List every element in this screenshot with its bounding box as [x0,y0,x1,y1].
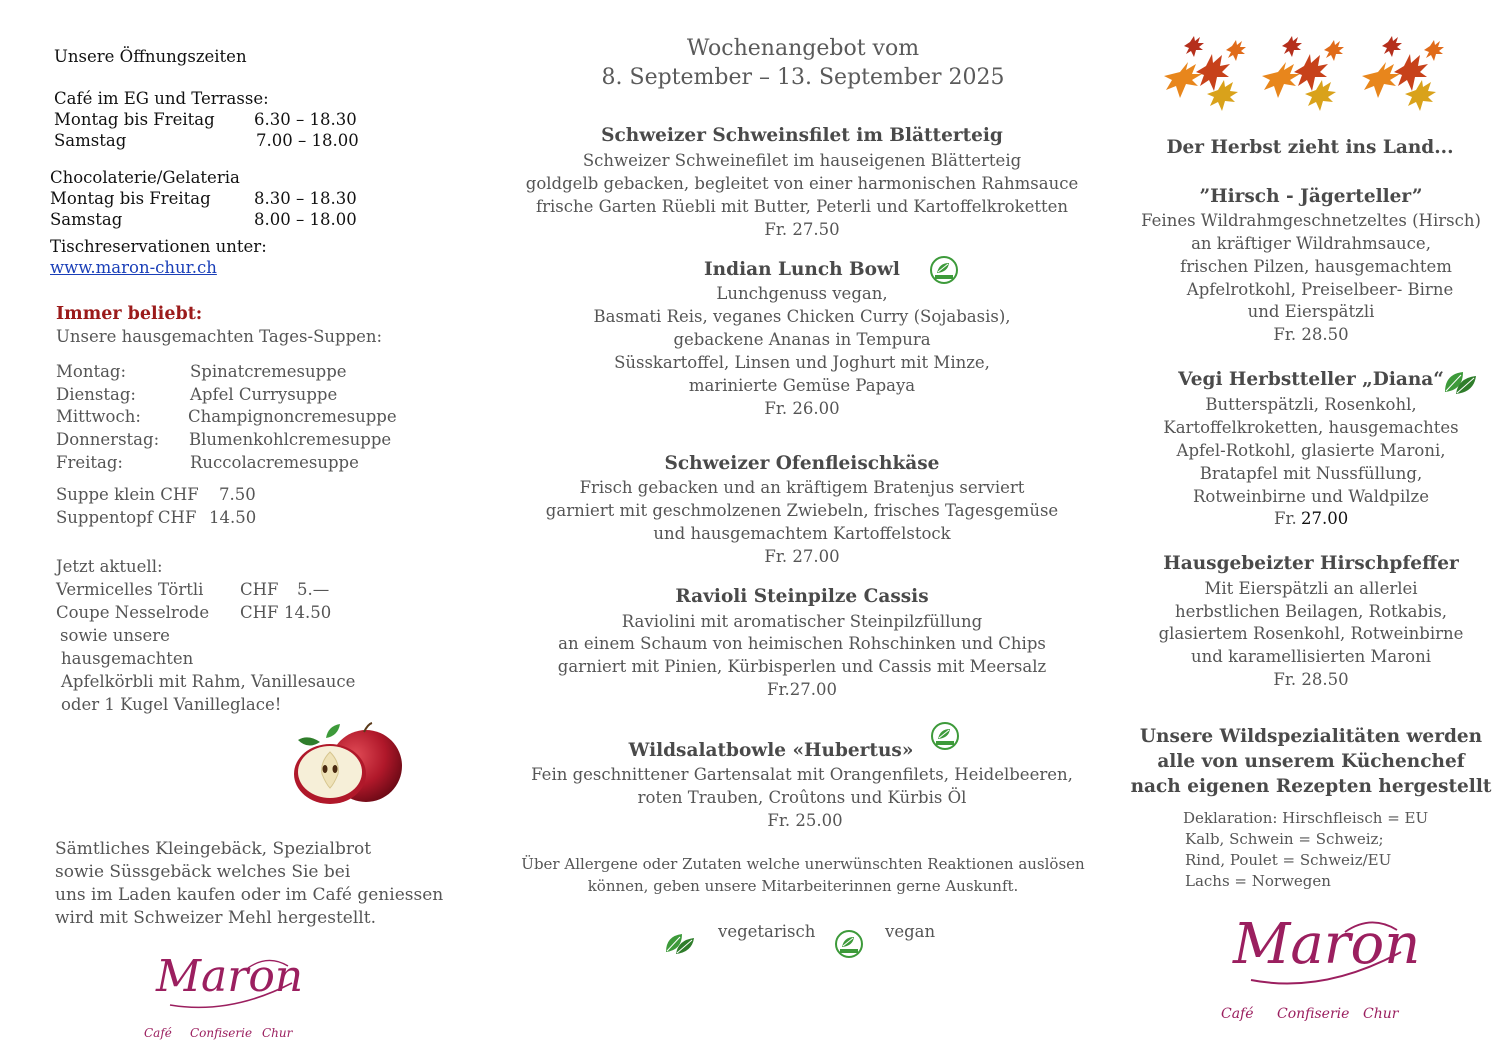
soup-name: Ruccolacremesuppe [190,453,359,472]
current-item-price: 5.— [297,580,330,599]
dish-line: und karamellisierten Maroni [1191,647,1431,666]
dish-name: Wildsalatbowle «Hubertus» [628,740,914,761]
dish-name: ”Hirsch - Jägerteller” [1199,186,1423,207]
dish-name: Indian Lunch Bowl [704,259,900,280]
declaration-line: Lachs = Norwegen [1185,872,1331,890]
dish-name: Schweizer Schweinsfilet im Blätterteig [601,125,1003,146]
declaration-line: Deklaration: Hirschfleisch = EU [1183,809,1429,827]
soup-price: 7.50 [219,485,256,504]
logo-sub: Confiserie [1277,1006,1350,1022]
declaration-line: Kalb, Schwein = Schweiz; [1185,830,1384,848]
wild-note-line: alle von unserem Küchenchef [1157,751,1465,772]
dish-line: gebackene Ananas in Tempura [673,330,931,349]
current-extra-line: oder 1 Kugel Vanilleglace! [61,695,282,714]
dish-line: frischen Pilzen, hausgemachtem [1180,257,1452,276]
maron-logo [1215,910,1421,1030]
dish-line: Fein geschnittener Gartensalat mit Orangenfilets, Heidelbeeren, [531,765,1073,784]
dish-line: herbstlichen Beilagen, Rotkabis, [1174,602,1448,621]
dish-line: Süsskartoffel, Linsen und Joghurt mit Minze, [614,353,990,372]
autumn-title: Der Herbst zieht ins Land... [1166,137,1454,158]
wild-note-line: Unsere Wildspezialitäten werden [1139,726,1483,747]
dish-price: Fr. 25.00 [767,811,843,830]
logo-name: Maron [156,951,304,1002]
logo-sub: Chur [1363,1006,1399,1022]
dish-name: Schweizer Ofenfleischkäse [664,453,940,474]
dish-line: Feines Wildrahmgeschnetzeltes (Hirsch) [1141,211,1481,230]
reservation-label: Tischreservationen unter: [50,237,267,256]
allergen-note-line: Über Allergene oder Zutaten welche unerwünschten Reaktionen auslösen [521,855,1085,873]
legend-vegan: vegan [885,922,936,941]
soup-price: 14.50 [209,508,257,527]
dish-price-prefix: Fr. [1274,509,1297,528]
dish-line: Schweizer Schweinefilet im hauseigenen Blätterteig [582,151,1022,170]
bakery-note-line: uns im Laden kaufen oder im Café geniessen [55,885,444,905]
current-extra-line: sowie unsere [60,626,170,645]
dish-line: Basmati Reis, veganes Chicken Curry (Sojabasis), [593,307,1011,326]
dish-line: Raviolini mit aromatischer Steinpilzfüllung [621,612,983,631]
soup-day: Donnerstag: [56,430,160,449]
dish-line: Kartoffelkroketten, hausgemachtes [1163,418,1459,437]
bakery-note-line: wird mit Schweizer Mehl hergestellt. [55,908,376,928]
website-link[interactable]: www.maron-chur.ch [50,258,217,277]
dish-price: Fr. 28.50 [1273,670,1349,689]
legend-vegetarian: vegetarisch [718,922,816,941]
soup-name: Apfel Currysuppe [190,385,338,404]
dish-line: Frisch gebacken und an kräftigem Bratenjus serviert [579,478,1025,497]
soup-name: Champignoncremesuppe [188,407,397,426]
logo-sub: Confiserie [190,1026,253,1040]
dish-line: goldgelb gebacken, begleitet von einer harmonischen Rahmsauce [525,174,1079,193]
dish-line: glasiertem Rosenkohl, Rotweinbirne [1158,624,1464,643]
choc-day: Montag bis Freitag [50,189,211,208]
vegetarian-leaf-icon [664,930,696,956]
bakery-note-line: Sämtliches Kleingebäck, Spezialbrot [55,839,372,859]
dish-line: frische Garten Rüebli mit Butter, Peterli und Kartoffelkroketten [536,197,1068,216]
dish-price: Fr. 26.00 [764,399,840,418]
vegan-badge-icon [929,255,959,285]
dish-name: Ravioli Steinpilze Cassis [675,586,929,607]
maron-logo [140,950,310,1045]
dish-price: Fr. 27.50 [764,220,840,239]
cafe-day: Montag bis Freitag [54,110,215,129]
dish-price: 27.00 [1301,509,1349,528]
current-item-name: Coupe Nesselrode [56,603,210,622]
vegan-badge-icon [834,929,864,959]
weekly-title: Wochenangebot vom [686,36,920,61]
dish-price: Fr. 27.00 [764,547,840,566]
current-extra-line: hausgemachten [61,649,194,668]
dish-price: Fr. 28.50 [1273,325,1349,344]
choc-time: 8.00 – 18.00 [254,210,357,229]
vegetarian-leaf-icon [1443,368,1477,396]
dish-line: an einem Schaum von heimischen Rohschinken und Chips [558,634,1046,653]
wild-note-line: nach eigenen Rezepten hergestellt [1130,776,1492,797]
current-item-currency: CHF [240,580,279,599]
soup-price-label: Suppentopf CHF [56,508,197,527]
current-item-name: Vermicelles Törtli [56,580,204,599]
allergen-note-line: können, geben unsere Mitarbeiterinnen gerne Auskunft. [587,877,1019,895]
dish-name: Vegi Herbstteller „Diana“ [1178,369,1444,390]
soup-name: Spinatcremesuppe [190,362,347,381]
dish-line: und Eierspätzli [1247,302,1375,321]
dish-line: Apfel-Rotkohl, glasierte Maroni, [1176,441,1446,460]
logo-sub: Café [144,1026,172,1040]
cafe-time: 6.30 – 18.30 [254,110,357,129]
chocolaterie-title: Chocolaterie/Gelateria [50,168,240,187]
current-title: Jetzt aktuell: [56,557,163,576]
choc-time: 8.30 – 18.30 [254,189,357,208]
popular-title: Immer beliebt: [56,304,203,324]
soup-day: Dienstag: [56,385,136,404]
dish-line: an kräftiger Wildrahmsauce, [1191,234,1431,253]
dish-line: Lunchgenuss vegan, [716,284,888,303]
logo-sub: Chur [262,1026,293,1040]
dish-line: Rotweinbirne und Waldpilze [1193,487,1429,506]
cafe-day: Samstag [54,131,127,150]
dish-line: marinierte Gemüse Papaya [688,376,916,395]
logo-sub: Café [1221,1006,1254,1022]
soup-day: Montag: [56,362,127,381]
choc-day: Samstag [50,210,123,229]
dish-name: Hausgebeizter Hirschpfeffer [1163,553,1459,574]
current-item-price: 14.50 [284,603,332,622]
soups-title: Unsere hausgemachten Tages-Suppen: [56,327,383,346]
cafe-time: 7.00 – 18.00 [256,131,359,150]
soup-name: Blumenkohlcremesuppe [189,430,392,449]
logo-name: Maron [1233,912,1421,977]
weekly-dates: 8. September – 13. September 2025 [601,65,1005,90]
current-item-currency: CHF [240,603,279,622]
hours-title: Unsere Öffnungszeiten [54,47,247,66]
dish-line: roten Trauben, Croûtons und Kürbis Öl [637,788,967,807]
autumn-leaves-illustration [1160,32,1460,112]
soup-price-label: Suppe klein CHF [56,485,199,504]
current-extra-line: Apfelkörbli mit Rahm, Vanillesauce [61,672,356,691]
dish-line: Apfelrotkohl, Preiselbeer- Birne [1186,280,1454,299]
dish-line: garniert mit geschmolzenen Zwiebeln, frisches Tagesgemüse [545,501,1059,520]
dish-line: garniert mit Pinien, Kürbisperlen und Cassis mit Meersalz [557,657,1047,676]
dish-line: Mit Eierspätzli an allerlei [1204,579,1418,598]
bakery-note-line: sowie Süssgebäck welches Sie bei [55,862,351,882]
soup-day: Mittwoch: [56,407,141,426]
dish-line: Bratapfel mit Nussfüllung, [1199,464,1423,483]
dish-line: und hausgemachtem Kartoffelstock [653,524,951,543]
vegan-badge-icon [930,721,960,751]
cafe-title: Café im EG und Terrasse: [54,89,269,108]
soup-day: Freitag: [56,453,123,472]
declaration-line: Rind, Poulet = Schweiz/EU [1185,851,1392,869]
dish-price: Fr.27.00 [766,680,838,699]
apple-illustration [290,722,405,808]
dish-line: Butterspätzli, Rosenkohl, [1205,395,1417,414]
